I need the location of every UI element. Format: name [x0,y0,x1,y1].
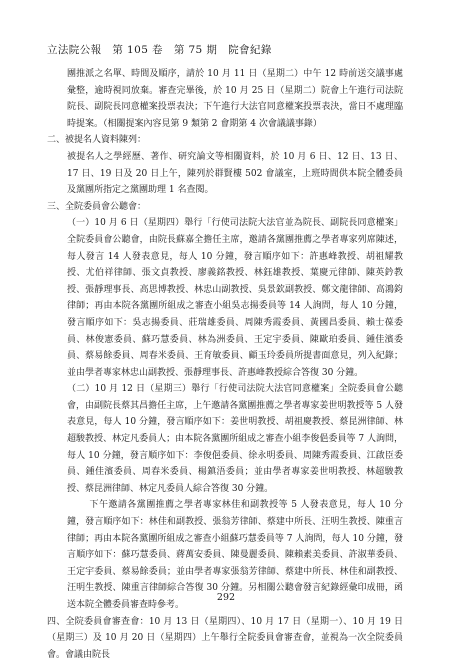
subsection-paragraph: （一）10 月 6 日（星期四）舉行「行使司法院大法官並為院長、副院長同意權案」全院委員會公聽會，由院長蘇嘉全擔任主席，邀請各黨團推薦之學者專家列席陳述，每人發言 14 人發表意見，每人 10 分鐘，發言順序如下：許惠峰教授、胡祖耀教授、尤伯祥律師、張文貞教授、廖義銘教授、林鈺雄教授、葉慶元律師、陳英鈐教授、張靜理事長、高思博教授、林忠山副教授、吳景欽副教授、鄭文龍律師、高鴻鈞律師；再由本院各黨團所組成之審查小組吳志揚委員等 14 人詢問，每人 10 分鐘，發言順序如下：吳志揚委員、莊瑞雄委員、周陳秀霞委員、黃國昌委員、賴士葆委員、林俊憲委員、蘇巧慧委員、林為洲委員、王定宇委員、陳歐珀委員、鍾佳濱委員、蔡易餘委員、周春米委員、王育敏委員、顧玉玲委員所提書面意見，列入紀錄；並由學者專家林忠山副教授、張靜理事長、許惠峰教授綜合答復 30 分鐘。 [67,218,403,378]
paragraph: 下午邀請各黨團推薦之學者專家林佳和副教授等 5 人發表意見，每人 10 分鐘，發言順序如下：林佳和副教授、張翁芳律師、蔡建中所長、汪明生教授、陳重言律師；再由本院各黨團所組成之審查小組蘇巧慧委員等 7 人詢問，每人 10 分鐘，發言順序如下：蘇巧慧委員、蔣萬安委員、陳曼麗委員、陳賴素美委員、許淑華委員、王定宇委員、蔡易餘委員；並由學者專家張翁芳律師、蔡建中所長、林佳和副教授、汪明生教授、陳重言律師綜合答復 30 分鐘。另相關公聽會發言紀錄經彙印成冊，函送本院全體委員審查時參考。 [67,500,403,610]
section-heading: 四、全院委員會審查會：10 月 13 日（星期四）、10 月 17 日（星期一）、10 月 19 日（星期三）及 10 月 20 日（星期四）上午舉行全院委員會審查會，並視為一次全院委員會。會議由院長 [47,616,403,660]
subsection-paragraph: （二）10 月 12 日（星期三）舉行「行使司法院大法官同意權案」全院委員會公聽會，由副院長蔡其昌擔任主席，上午邀請各黨團推薦之學者專家姜世明教授等 5 人發表意見，每人 10 分鐘，發言順序如下：姜世明教授、胡祖慶教授、蔡昆洲律師、林超駿教授、林定凡委員人；由本院各黨團所組成之審查小組李俊俋委員等 7 人詢問，每人 10 分鐘，發言順序如下：李俊俋委員、徐永明委員、周陳秀霞委員、江啟臣委員、鍾佳濱委員、周春米委員、楊鎮浯委員；並由學者專家姜世明教授、林超駿教授、蔡昆洲律師、林定凡委員人綜合答復 30 分鐘。 [67,384,403,494]
page-number: 292 [216,592,236,603]
document-body [47,66,403,663]
paragraph: 團推派之名單、時間及順序，請於 10 月 11 日（星期二）中午 12 時前送交議事處彙整，逾時視同放棄。審查完畢後，於 10 月 25 日（星期二）院會上午進行司法院院長、副院長同意權案投票表決；下午進行大法官同意權案投票表決，當日不處理臨時提案。（相關提案內容見第 9 類第 2 會期第 4 次會議議事錄） [67,69,403,129]
journal-header: 立法院公報 第 105 卷 第 75 期 院會紀錄 [47,44,272,56]
section-heading: 二、被提名人資料陳列： [47,135,147,146]
section-heading: 三、全院委員會公聽會： [47,201,147,212]
paragraph: 被提名人之學經歷、著作、研究論文等相關資料，於 10 月 6 日、12 日、13 日、17 日、19 日及 20 日上午，陳列於群賢樓 502 會議室，上班時間供本院全體委員及黨團所指定之黨團助理 1 名查閱。 [67,151,403,196]
